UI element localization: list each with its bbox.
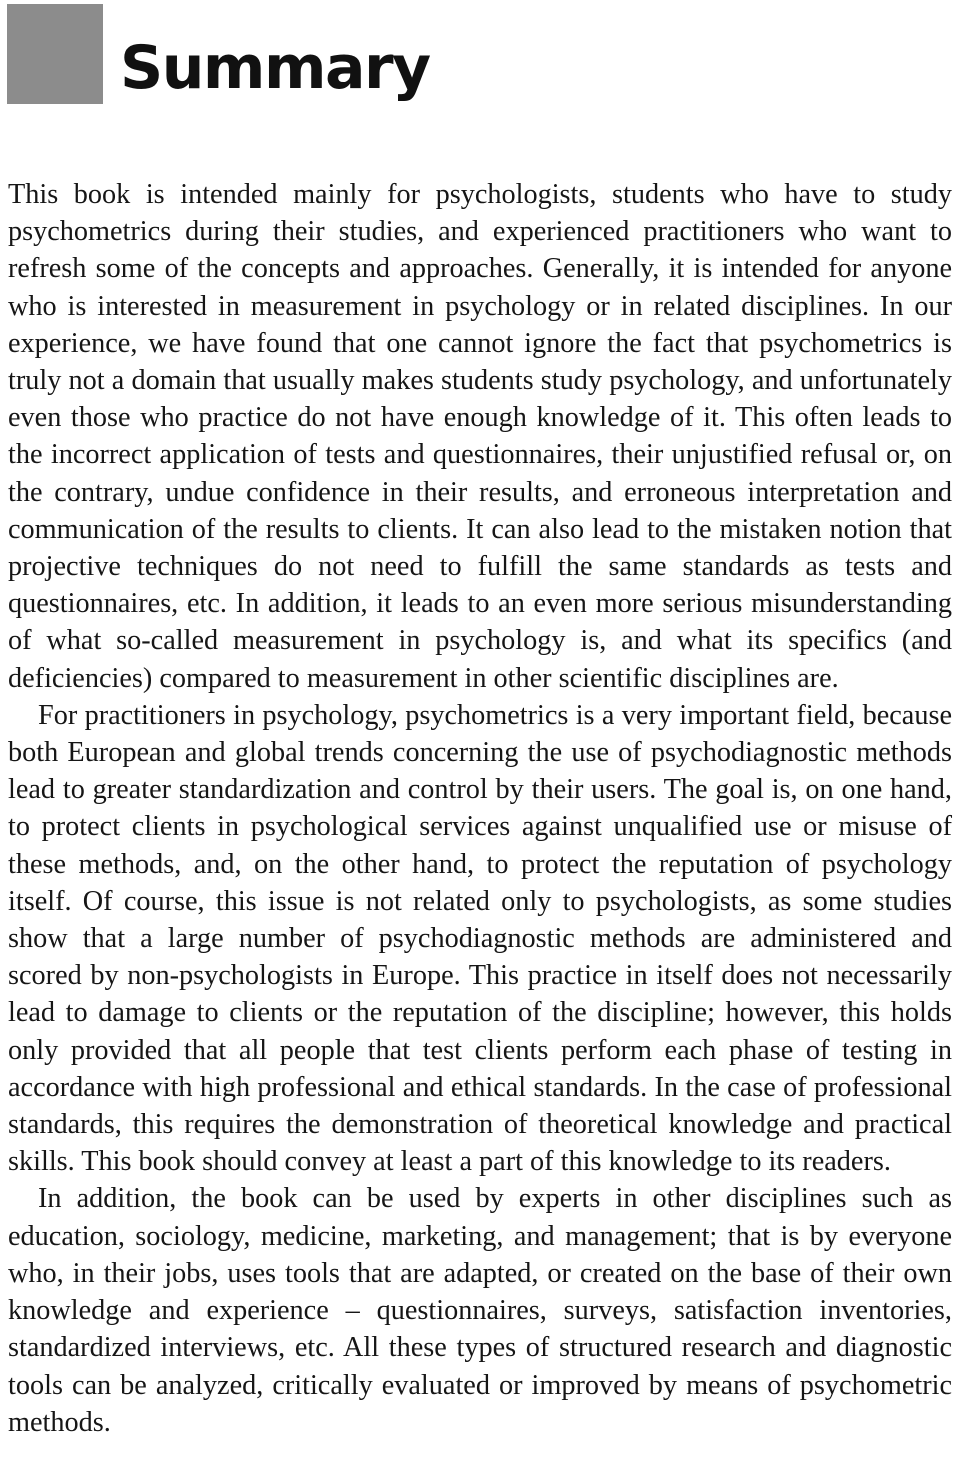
summary-body bbox=[8, 176, 952, 1441]
paragraph-2: For practitioners in psychology, psychometrics is a very important field, because both European and global trends concerning the use of psychodiagnostic methods lead to greater standardization and control by their users. The goal is, on one hand, to protect clients in psychological services against unqualified use or misuse of these methods, and, on the other hand, to protect the reputation of psychology itself. Of course, this issue is not related only to psychologists, as some studies show that a large number of psychodiagnostic methods are administered and scored by non-psychologists in Europe. This practice in itself does not necessarily lead to damage to clients or the reputation of the discipline; however, this holds only provided that all people that test clients perform each phase of testing in accordance with high professional and ethical standards. In the case of professional standards, this requires the demonstration of theoretical knowledge and practical skills. This book should convey at least a part of this knowledge to its readers. bbox=[8, 699, 952, 1178]
chapter-title: Summary bbox=[120, 33, 430, 103]
paragraph-3: In addition, the book can be used by experts in other disciplines such as education, sociology, medicine, marketing, and management; that is by everyone who, in their jobs, uses tools that are adapted, or created on the base of their own knowledge and experience – questionnaires, surveys, satisfaction inventories, standardized interviews, etc. All these types of structured research and diagnostic tools can be analyzed, critically evaluated or improved by means of psychometric methods. bbox=[8, 1183, 952, 1438]
paragraph-1: This book is intended mainly for psychologists, students who have to study psychometrics during their studies, and experienced practitioners who want to refresh some of the concepts and approaches. Generally, it is intended for anyone who is interested in measurement in psychology or in related disciplines. In our experience, we have found that one cannot ignore the fact that psychometrics is truly not a domain that usually makes students study psychology, and unfortunately even those who practice do not have enough knowledge of it. This often leads to the incorrect application of tests and questionnaires, their unjustified refusal or, on the contrary, undue confidence in their results, and erroneous interpretation and communication of the results to clients. It can also lead to the mistaken notion that projective techniques do not need to fulfill the same standards as tests and questionnaires, etc. In addition, it leads to an even more serious misunderstanding of what so-called measurement in psychology is, and what its specifics (and deficiencies) compared to measurement in other scientific disciplines are. bbox=[8, 179, 952, 694]
chapter-marker bbox=[7, 4, 103, 104]
